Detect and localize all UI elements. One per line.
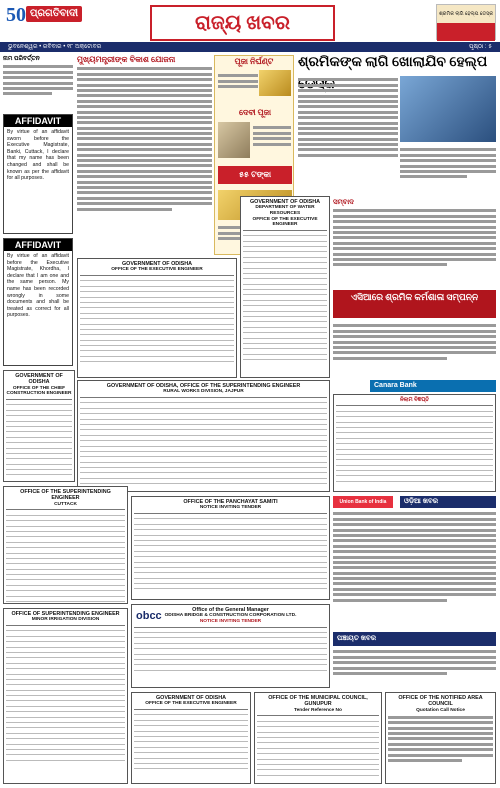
tender-9-table	[134, 709, 248, 769]
lower-right-story	[333, 510, 496, 628]
tender-3-subtitle: OFFICE OF THE CHIEF CONSTRUCTION ENGINEER	[6, 385, 72, 397]
affidavit-notice-1	[3, 114, 73, 234]
tender-notice-10	[254, 692, 382, 784]
tender-notice-7	[131, 604, 330, 688]
tender-2-subtitle-2: OFFICE OF THE EXECUTIVE ENGINEER	[252, 216, 318, 228]
affidavit-notice-2	[3, 238, 73, 366]
tender-8-table	[6, 625, 125, 761]
tender-8-subtitle: MINOR IRRIGATION DIVISION	[31, 617, 100, 623]
top-story-text	[298, 76, 398, 191]
top-headline: ଶ୍ରମିକଙ୍କ ଲାଗି ଖୋଲାଯିବ ହେଲ୍ପ	[298, 55, 488, 70]
mid-headline: ଏସିଆରେ ଶ୍ରମିକ କର୍ମଶାଳା ସମ୍ପନ୍ନ	[333, 290, 496, 318]
right-story	[333, 198, 496, 288]
tender-7-title: Office of the General Manager	[192, 607, 269, 613]
tender-6-subtitle: NOTICE INVITING TENDER	[199, 505, 262, 511]
tender-10-table	[257, 715, 379, 775]
tender-11-title: OFFICE OF THE NOTIFIED AREA COUNCIL	[398, 695, 483, 708]
tender-notice-6	[131, 496, 330, 600]
tender-10-title: OFFICE OF THE MUNICIPAL COUNCIL, GUNUPUR	[268, 695, 368, 708]
lead-headline: ମୁଖ୍ୟମନ୍ତ୍ରୀଙ୍କ ବିକାଶ ଯୋଜନା	[77, 55, 176, 64]
tender-1-subtitle: OFFICE OF THE EXECUTIVE ENGINEER	[111, 267, 203, 273]
top-story-photo	[400, 76, 496, 142]
bank-notice-title: ନିଲାମ ବିଜ୍ଞପ୍ତି	[399, 397, 430, 403]
header-advert-image	[437, 23, 495, 41]
tender-6-table	[134, 513, 327, 589]
dateline-bar	[0, 42, 500, 52]
tender-9-title: GOVERNMENT OF ODISHA	[155, 695, 227, 701]
publisher-logo: ପ୍ରଗତିବାଦୀ	[26, 6, 82, 22]
masthead-title: ରାଜ୍ୟ ଖବର	[150, 5, 335, 41]
tender-notice-3	[3, 370, 75, 482]
tender-4-subtitle: RURAL WORKS DIVISION, JAJPUR	[163, 389, 244, 395]
tender-4-title: GOVERNMENT OF ODISHA, OFFICE OF THE SUPERINTENDING ENGINEER	[106, 383, 301, 389]
tender-5-table	[6, 509, 125, 602]
tender-9-subtitle: OFFICE OF THE EXECUTIVE ENGINEER	[145, 701, 237, 707]
dateline-text: ଭୁବନେଶ୍ୱର • ରବିବାର • ୧୮ ଅକ୍ଟୋବର	[8, 44, 102, 50]
tender-1-title: GOVERNMENT OF ODISHA	[121, 261, 193, 267]
price-tag: ୫୫ ଟଙ୍କା	[218, 166, 292, 184]
tender-notice-9	[131, 692, 251, 784]
tender-5-subtitle: CUTTACK	[54, 501, 77, 507]
tender-11-text	[388, 716, 493, 762]
tender-7-subtitle: ODISHA BRIDGE & CONSTRUCTION CORPORATION LTD.	[164, 613, 297, 619]
tender-4-table	[80, 397, 327, 484]
bank-notice	[333, 394, 496, 492]
tender-3-table	[6, 399, 72, 475]
anniversary-mark: 50	[6, 4, 26, 26]
small-notice	[3, 55, 73, 110]
tender-2-table	[243, 230, 327, 360]
tender-7-label: NOTICE INVITING TENDER	[199, 619, 262, 624]
tender-7-table	[134, 627, 327, 671]
lead-story	[77, 55, 212, 255]
tender-notice-1	[77, 258, 237, 378]
header-advert	[436, 4, 496, 40]
bank2-header: Union Bank of India	[333, 496, 393, 508]
tender-2-title: GOVERNMENT OF ODISHA	[249, 199, 321, 205]
tender-8-title: OFFICE OF SUPERINTENDING ENGINEER	[11, 611, 120, 617]
right-story-heading: ସମ୍ବାଦ	[333, 199, 354, 206]
info-text-1	[218, 72, 258, 91]
info-title-2: ଦେବୀ ପୂଜା	[238, 108, 272, 117]
info-text-2	[253, 124, 291, 148]
bank-notice-header: Canara Bank	[370, 380, 496, 392]
affidavit-1-title: AFFIDAVIT	[4, 115, 72, 127]
tender-2-subtitle: DEPARTMENT OF WATER RESOURCES	[255, 205, 315, 216]
tender-notice-8	[3, 608, 128, 784]
tender-notice-2	[240, 196, 330, 378]
tender-3-title: GOVERNMENT OF ODISHA	[15, 373, 63, 386]
mid-story-text	[333, 322, 496, 378]
small-notice-title: ନାମ ପରିବର୍ତ୍ତନ	[3, 56, 40, 62]
tender-10-subtitle: Tender Reference No	[294, 707, 342, 713]
tender-1-table	[80, 275, 234, 362]
affidavit-2-body: By virtue of an affidavit before the Executive Magistrate, Khordha, I declare that I am one and the same person. My name has been recorded wrongly in some documents and shall be treated as correct for all purposes.	[7, 253, 69, 319]
lower-mid-heading: ପଞ୍ଚାୟତ ଖବର	[333, 632, 496, 646]
affidavit-2-title: AFFIDAVIT	[4, 239, 72, 251]
lower-mid-story	[333, 648, 496, 690]
page-number: ପୃଷ୍ଠା : ୫	[468, 44, 492, 50]
info-title-1: ପୂଜା ନିର୍ଘଣ୍ଟ	[234, 57, 274, 66]
small-notice-text	[3, 65, 73, 95]
lead-story-text	[77, 67, 212, 210]
obcc-logo: obcc	[136, 610, 162, 622]
tender-notice-4	[77, 380, 330, 492]
info-image-1	[259, 70, 291, 96]
tender-notice-11	[385, 692, 496, 784]
affidavit-1-body: By virtue of an affidavit sworn before the Executive Magistrate, Banki, Cuttack, I declare that my name has been changed and shall be known as per the affidavit for all purposes.	[7, 129, 69, 182]
top-story-text-2	[400, 146, 496, 196]
info-image-2	[218, 122, 250, 158]
header-advert-caption: ଶ୍ରମିକ ଲାଗି ହେଲ୍ପ ଡେସ୍କ	[437, 5, 495, 23]
tender-notice-5	[3, 486, 128, 604]
bank-notice-table	[336, 405, 493, 481]
tender-6-title: OFFICE OF THE PANCHAYAT SAMITI	[183, 499, 278, 505]
lower-right-heading: ଓଡ଼ିଆ ଖବର	[400, 496, 496, 508]
tender-11-subtitle: Quotation Call Notice	[416, 707, 465, 713]
tender-5-title: OFFICE OF THE SUPERINTENDING ENGINEER	[20, 489, 111, 502]
